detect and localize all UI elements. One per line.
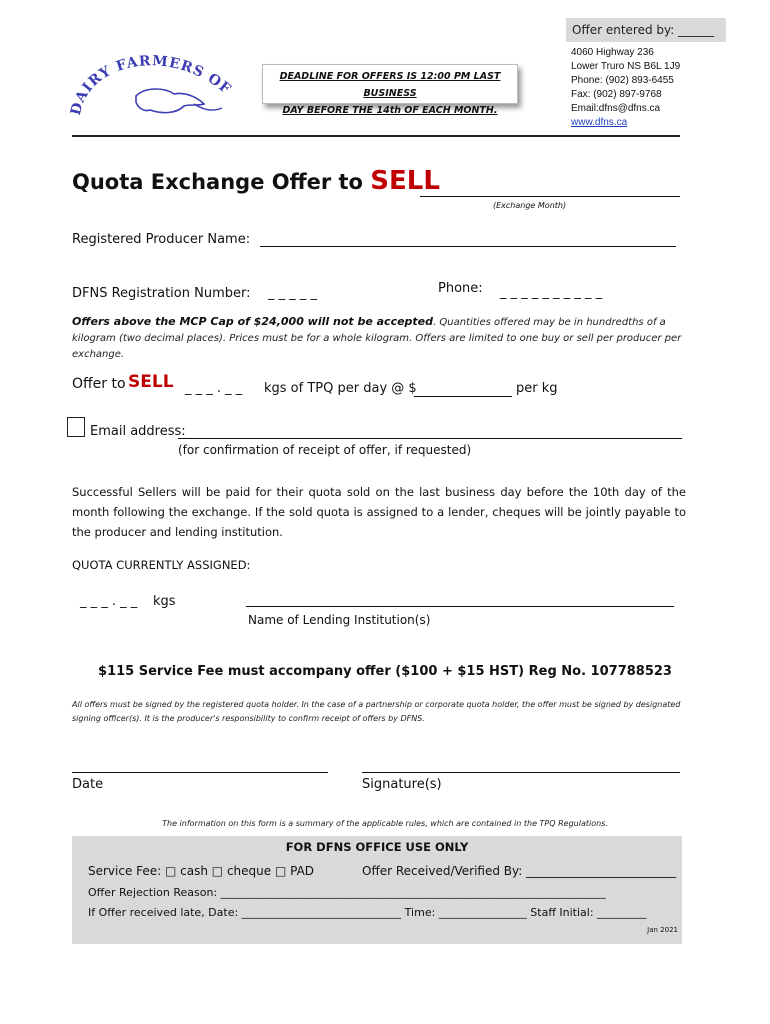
summary-note: The information on this form is a summary of the applicable rules, which are contained in the TPQ Regulations. (162, 819, 608, 828)
form-title (72, 166, 440, 196)
website-link[interactable]: www.dfns.ca (571, 117, 628, 128)
office-use-title: FOR DFNS OFFICE USE ONLY (285, 840, 469, 854)
cap-notice-bold: Offers above the MCP Cap of $24,000 will not be accepted (72, 315, 434, 328)
offer-rejection-reason[interactable]: Offer Rejection Reason: ______________________________________________________________________ (88, 886, 606, 899)
offer-price-field[interactable] (414, 396, 512, 397)
offer-verified-by[interactable]: Offer Received/Verified By: _________________________ (362, 864, 677, 878)
cap-notice-text: . Quantities offered may be in hundredths of a kilogram (two decimal places). Prices must be for a whole kilogram. Offers are limited to one buy or sell per producer per exchange. (72, 317, 682, 360)
header-divider (72, 135, 680, 137)
offer-entered-by: Offer entered by: ______ (566, 18, 726, 42)
deadline-line-2: DAY BEFORE THE 14th OF EACH MONTH. (282, 105, 498, 116)
late-offer-details[interactable]: If Offer received late, Date: _____________________________ Time: ________________ Staff Initial: _________ (88, 906, 647, 919)
date-label: Date (72, 777, 104, 792)
email-line: Email:dfns@dfns.ca (571, 103, 661, 114)
quota-assigned-field[interactable]: _ _ _ . _ _ (80, 594, 138, 609)
svg-text:DAIRY FARMERS OF NOVA SCOTIA: DAIRY FARMERS OF (67, 53, 235, 117)
lending-institution-field[interactable] (246, 606, 674, 607)
title-sell: SELL (370, 166, 440, 196)
phone-field[interactable]: _ _ _ _ _ _ _ _ _ _ (500, 285, 603, 300)
deadline-line-1: DEADLINE FOR OFFERS IS 12:00 PM LAST BUSINESS (279, 71, 501, 99)
quota-assigned-heading: QUOTA CURRENTLY ASSIGNED: (72, 558, 251, 572)
office-use-box (72, 836, 682, 944)
lending-institution-label: Name of Lending Institution(s) (248, 613, 431, 627)
per-kg-label: per kg (516, 381, 558, 396)
offer-sell-word: SELL (128, 372, 174, 392)
fax-line: Fax: (902) 897-9768 (571, 89, 662, 100)
quota-kgs-label: kgs (153, 594, 176, 609)
producer-name-label: Registered Producer Name: (72, 232, 251, 247)
registration-label: DFNS Registration Number: (72, 286, 251, 301)
address-line: Lower Truro NS B6L 1J9 (571, 61, 681, 72)
address-line: 4060 Highway 236 (571, 47, 654, 58)
offer-quantity-field[interactable]: _ _ _ . _ _ (185, 381, 243, 396)
signature-field[interactable] (362, 772, 680, 773)
phone-label: Phone: (438, 281, 483, 296)
producer-name-field[interactable] (260, 246, 676, 247)
phone-line: Phone: (902) 893-6455 (571, 75, 674, 86)
offer-kgs-label: kgs of TPQ per day @ $ (264, 381, 417, 396)
service-fee-notice: $115 Service Fee must accompany offer ($100 + $15 HST) Reg No. 107788523 (98, 664, 672, 679)
contact-address (571, 46, 680, 130)
deadline-notice (262, 64, 518, 116)
offer-to-label: Offer to (72, 376, 126, 392)
email-label: Email address: (90, 424, 186, 439)
email-checkbox[interactable] (67, 417, 85, 437)
exchange-month-label: (Exchange Month) (493, 201, 567, 210)
service-fee-options[interactable]: Service Fee: □ cash □ cheque □ PAD (88, 864, 315, 878)
form-revision-date: Jan 2021 (647, 926, 678, 934)
cap-notice (72, 314, 682, 363)
exchange-month-field[interactable] (420, 196, 680, 197)
signature-label: Signature(s) (362, 777, 442, 792)
email-field[interactable] (178, 438, 682, 439)
title-prefix: Quota Exchange Offer to (72, 170, 371, 194)
date-field[interactable] (72, 772, 328, 773)
registration-field[interactable]: _ _ _ _ _ (268, 286, 318, 301)
dfns-logo (66, 44, 246, 136)
signing-note: All offers must be signed by the registered quota holder. In the case of a partnership or corporate quota holder, the offer must be signed by designated signing officer(s). It is the producer's responsibility to confirm receipt of offers by DFNS. (72, 700, 681, 723)
email-note: (for confirmation of receipt of offer, if requested) (178, 443, 472, 457)
payment-terms: Successful Sellers will be paid for their quota sold on the last business day before the 10th day of the month following the exchange. If the sold quota is assigned to a lender, cheques will be jointly payable to the producer and lending institution. (72, 485, 686, 539)
